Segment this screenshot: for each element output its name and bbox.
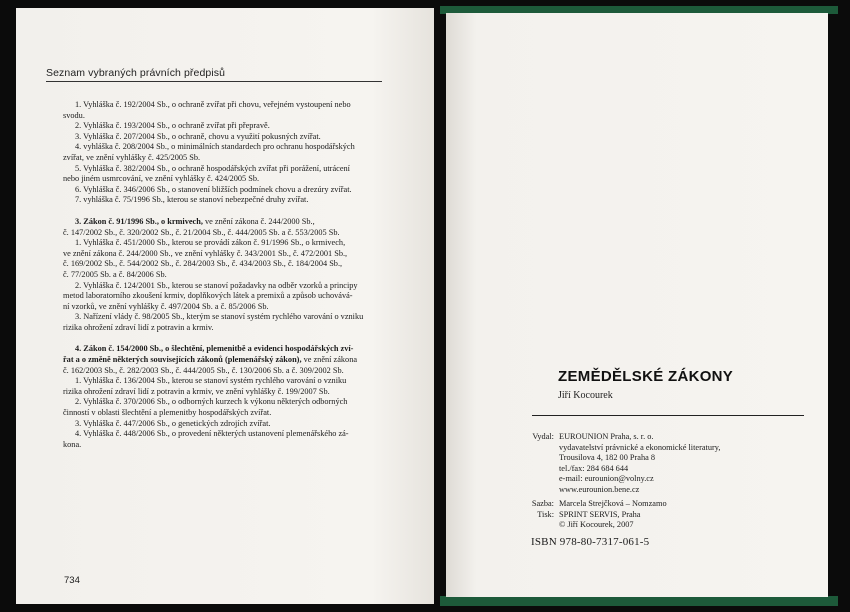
text-line: 2. Vyhláška č. 124/2001 Sb., kterou se stanoví požadavky na odběr vzorků a principy	[75, 280, 358, 290]
title-rule	[532, 415, 804, 416]
page-number: 734	[64, 575, 80, 586]
text-line: metod laboratorního zkoušení krmiv, doplňkových látek a premixů a způsob uchovává-	[63, 291, 353, 301]
print-label: Tisk:	[537, 509, 554, 519]
text-line: 5. Vyhláška č. 382/2004 Sb., o ochraně hospodářských zvířat při porážení, utrácení	[75, 163, 350, 173]
publisher-line: vydavatelství právnické a ekonomické literatury,	[559, 442, 721, 452]
paragraph-gap	[63, 206, 385, 217]
book-title: ZEMĚDĚLSKÉ ZÁKONY	[558, 368, 734, 385]
text-line: 3. Vyhláška č. 207/2004 Sb., o ochraně, chovu a využití pokusných zvířat.	[75, 131, 321, 141]
publisher-details	[559, 432, 800, 495]
text-line: nebo jiném usmrcování, ve znění vyhlášky č. 424/2005 Sb.	[63, 174, 260, 184]
text-line: ní vzorků, ve znění vyhlášky č. 497/2004 Sb. a č. 85/2006 Sb.	[63, 301, 269, 311]
text-line: 2. Vyhláška č. 370/2006 Sb., o odborných kurzech k výkonu některých odborných	[75, 397, 348, 407]
typesetting-label: Sazba:	[531, 499, 554, 508]
text-line: č. 77/2005 Sb. a č. 84/2006 Sb.	[63, 269, 167, 279]
text-line: 3. Vyhláška č. 447/2006 Sb., o genetických zdrojích zvířat.	[75, 418, 271, 428]
text-line	[63, 344, 385, 355]
text-line: č. 169/2002 Sb., č. 544/2002 Sb., č. 284/2003 Sb., č. 434/2003 Sb., č. 184/2004 Sb.,	[63, 259, 343, 269]
bold-law-title: 3. Zákon č. 91/1996 Sb., o krmivech,	[75, 216, 203, 226]
text-line: 4. Vyhláška č. 448/2006 Sb., o provedení některých ustanovení plemenářského zá-	[75, 429, 349, 439]
publisher-line: tel./fax: 284 684 644	[559, 463, 629, 473]
text-line: 6. Vyhláška č. 346/2006 Sb., o stanovení bližších podmínek chovu a drezúry zvířat.	[75, 184, 352, 194]
text-line: rizika ohrožení zdraví lidí z potravin a krmiv, ve znění vyhlášky č. 199/2007 Sb.	[63, 386, 330, 396]
print-value: SPRINT SERVIS, Praha	[559, 509, 641, 519]
running-head-rule	[46, 81, 382, 82]
text-line: ve znění zákona č. 244/2000 Sb., ve znění vyhlášky č. 343/2001 Sb., č. 472/2001 Sb.,	[63, 248, 348, 258]
publisher-line: Trousilova 4, 182 00 Praha 8	[559, 453, 656, 462]
text-line: 1. Vyhláška č. 192/2004 Sb., o ochraně zvířat při chovu, veřejném vystoupení nebo	[75, 100, 351, 109]
text-line: 3. Zákon č. 91/1996 Sb., o krmivech, ve znění zákona č. 244/2000 Sb.,	[75, 216, 315, 226]
publisher-line: EUROUNION Praha, s. r. o.	[559, 432, 654, 441]
book-cover-edge-bottom	[440, 596, 838, 606]
text-line: 4. vyhláška č. 208/2004 Sb., o minimálních standardech pro ochranu hospodářských	[75, 142, 355, 152]
typesetting-value: Marcela Strejčková – Nomzamo	[559, 499, 667, 508]
text-line: 7. vyhláška č. 75/1996 Sb., kterou se stanoví nebezpečné druhy zvířat.	[75, 195, 309, 205]
text-line: zvířat, ve znění vyhlášky č. 425/2005 Sb.	[63, 152, 201, 162]
text-line: rizika ohrožení zdraví lidí z potravin a krmiv.	[63, 322, 214, 332]
isbn: ISBN 978-80-7317-061-5	[531, 536, 650, 548]
copyright-notice: © Jiří Kocourek, 2007	[559, 520, 634, 529]
text-line: 1. Vyhláška č. 451/2000 Sb., kterou se provádí zákon č. 91/1996 Sb., o krmivech,	[75, 238, 346, 248]
text-line: 3. Nařízení vlády č. 98/2005 Sb., kterým se stanoví systém rychlého varování o vzniku	[75, 312, 364, 322]
text-line: svodu.	[63, 110, 85, 120]
publisher-line: e-mail: eurounion@volny.cz	[559, 474, 654, 483]
book-author: Jiří Kocourek	[558, 390, 613, 401]
publisher-line: www.eurounion.bene.cz	[559, 484, 640, 494]
text-line: č. 162/2003 Sb., č. 282/2003 Sb., č. 444/2005 Sb., č. 130/2006 Sb. a č. 309/2002 Sb.	[63, 365, 344, 375]
text-line: kona.	[63, 439, 82, 449]
text-line: č. 147/2002 Sb., č. 320/2002 Sb., č. 21/2004 Sb., č. 444/2005 Sb. a č. 553/2005 Sb.	[63, 227, 340, 237]
legislation-list	[63, 100, 385, 450]
running-head: Seznam vybraných právních předpisů	[46, 67, 226, 79]
text-line: činností v oblasti šlechtění a plemenitby hospodářských zvířat.	[63, 408, 272, 418]
bold-law-title: řat a o změně některých souvisejících zákonů (plemenářský zákon),	[63, 355, 302, 365]
text-line: 1. Vyhláška č. 136/2004 Sb., kterou se stanoví systém rychlého varování o vzniku	[75, 376, 347, 386]
publisher-label: Vydal:	[532, 432, 554, 441]
text-line: 2. Vyhláška č. 193/2004 Sb., o ochraně zvířat při přepravě.	[75, 121, 270, 131]
bold-law-title: 4. Zákon č. 154/2000 Sb., o šlechtění, plemenitbě a evidenci hospodářských zví-	[75, 344, 354, 354]
paragraph-gap	[63, 333, 385, 344]
imprint-block	[500, 432, 800, 531]
text-line: řat a o změně některých souvisejících zákonů (plemenářský zákon), ve znění zákona	[63, 355, 358, 365]
